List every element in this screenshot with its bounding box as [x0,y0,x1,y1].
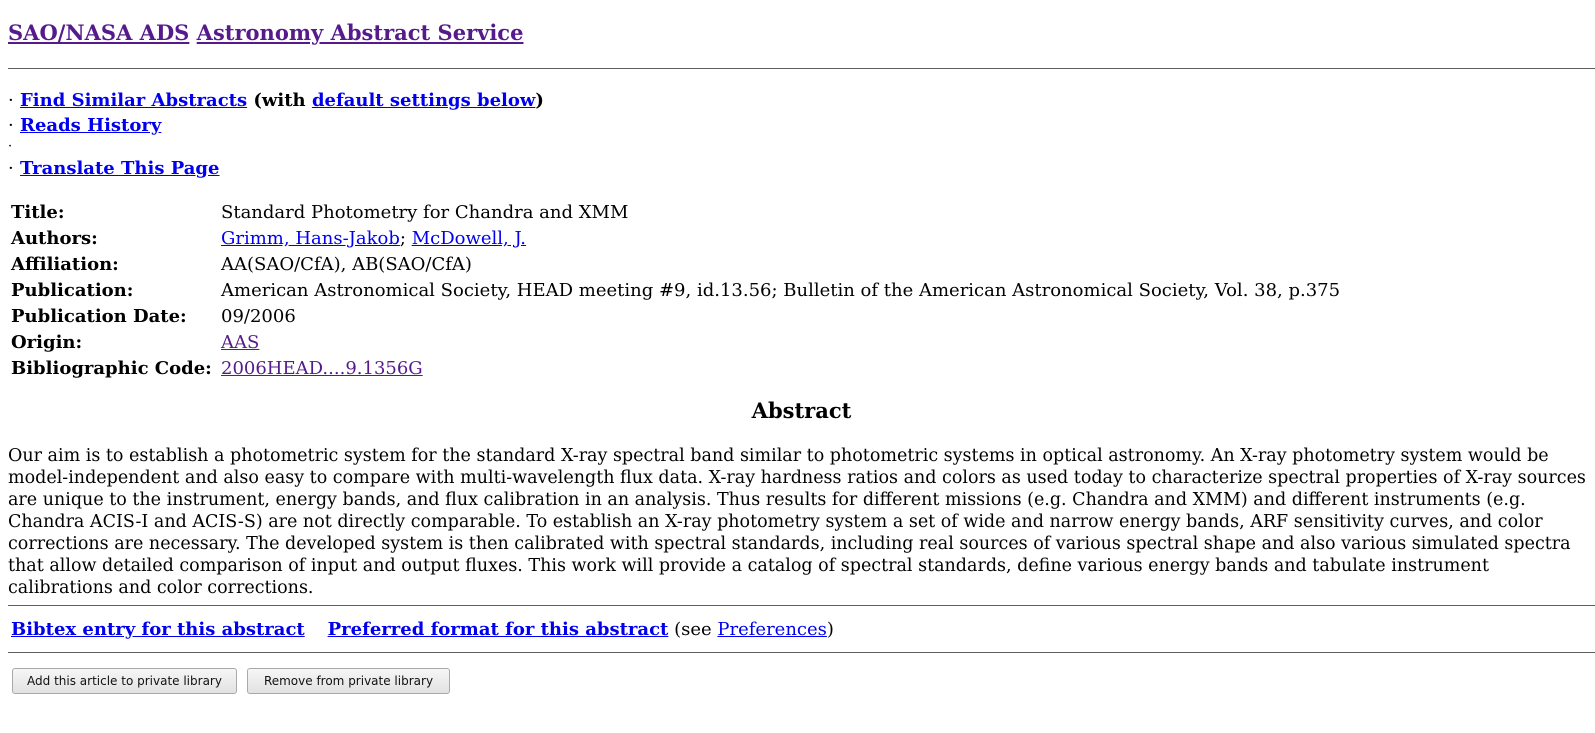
divider [8,605,1595,606]
title-label: Title: [11,202,65,223]
bullet: · [8,158,14,179]
bibcode-label: Bibliographic Code: [11,358,212,379]
see-text: (see [674,619,712,640]
with-text: (with [253,90,306,111]
bullet: · [8,139,13,154]
abstract-service-link[interactable]: Astronomy Abstract Service [196,20,524,45]
affiliation-row [11,254,1340,280]
divider [8,68,1595,69]
remove-from-library-button[interactable]: Remove from private library [247,668,450,694]
see-close-text: ) [826,619,834,640]
bibcode-link[interactable]: 2006HEAD....9.1356G [221,358,423,379]
publication-row [11,280,1340,306]
bibtex-link[interactable]: Bibtex entry for this abstract [11,619,305,640]
translate-row [8,158,219,179]
pubdate-label: Publication Date: [11,306,187,327]
authors-label: Authors: [11,228,98,249]
export-links [11,619,834,640]
author-link[interactable]: McDowell, J. [411,228,527,249]
authors-value [221,228,526,254]
with-close-text: ) [535,90,544,111]
affiliation-value: AA(SAO/CfA), AB(SAO/CfA) [221,254,472,275]
reads-history-row [8,115,161,136]
abstract-text: Our aim is to establish a photometric system for the standard X-ray spectral band similar to photometric systems in optical astronomy. An X-ray photometry system would be model-independent and also easy to compare with multi-wavelength flux data. X-ray hardness ratios and colors as used today to characterize spectral properties of X-ray sources are unique to the instrument, energy bands, and flux calibration in an analysis. Thus results for different missions (e.g. Chandra and XMM) and different instruments (e.g. Chandra ACIS-I and ACIS-S) are not directly comparable. To establish an X-ray photometry system a set of wide and narrow energy bands, ARF sensitivity curves, and color corrections are necessary. The developed system is then calibrated with spectral standards, including real sources of various spectral shape and also various simulated spectra that allow detailed comparison of input and output fluxes. This work will provide a catalog of spectral standards, define various energy bands and tabulate instrument calibrations and color corrections. [8,446,1586,598]
pubdate-row [11,306,1340,332]
abstract-heading: Abstract [751,398,852,423]
bullet: · [8,115,14,136]
origin-row [11,332,1340,358]
origin-link[interactable]: AAS [221,332,260,353]
empty-bullet-row [8,134,12,155]
pubdate-value: 09/2006 [221,306,296,327]
author-link[interactable]: Grimm, Hans-Jakob [221,228,400,249]
title-value: Standard Photometry for Chandra and XMM [221,202,629,223]
default-settings-link[interactable]: default settings below [311,90,536,111]
find-similar-link[interactable]: Find Similar Abstracts [20,90,248,111]
site-header [8,20,523,45]
title-row [11,202,1340,228]
publication-value: American Astronomical Society, HEAD meeting #9, id.13.56; Bulletin of the American Astronomical Society, Vol. 38, p.375 [221,280,1341,301]
publication-label: Publication: [11,280,134,301]
ads-home-link[interactable]: SAO/NASA ADS [8,20,190,45]
affiliation-label: Affiliation: [11,254,119,275]
author-separator: ; [399,228,406,249]
bibcode-value [221,358,423,384]
add-to-library-button[interactable]: Add this article to private library [12,668,237,694]
bullet: · [8,90,14,111]
preferences-link[interactable]: Preferences [717,619,827,640]
origin-label: Origin: [11,332,83,353]
divider [8,652,1595,653]
bibcode-row [11,358,1340,384]
metadata-table [11,202,1340,384]
find-similar-row [8,90,544,111]
reads-history-link[interactable]: Reads History [20,115,162,136]
origin-value [221,332,259,358]
preferred-format-link[interactable]: Preferred format for this abstract [327,619,669,640]
translate-link[interactable]: Translate This Page [20,158,220,179]
authors-row [11,228,1340,254]
